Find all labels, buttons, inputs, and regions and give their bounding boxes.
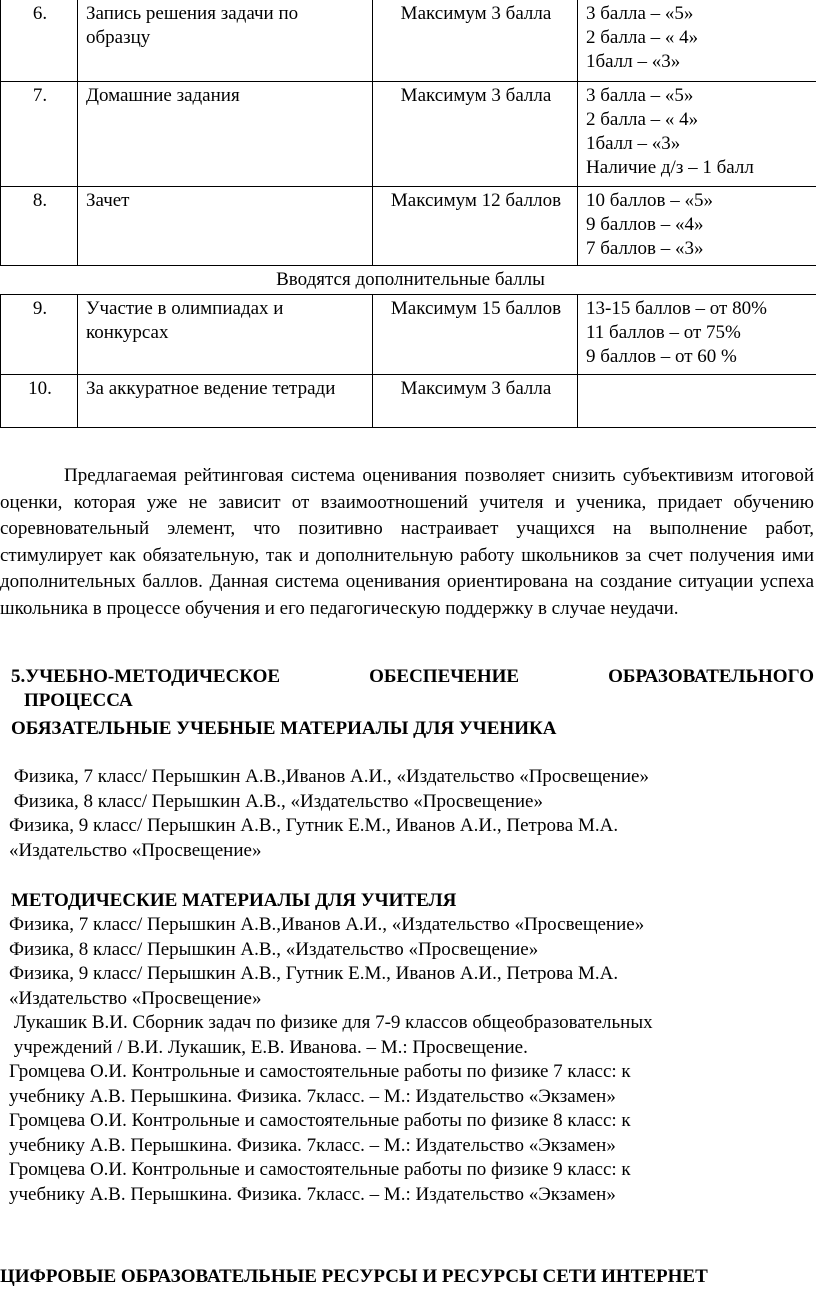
score-line: 1балл – «3» — [586, 51, 681, 72]
list-item: Громцева О.И. Контрольные и самостоятельные работы по физике 8 класс: к — [9, 1110, 631, 1131]
extra-points-label: Вводятся дополнительные баллы — [1, 265, 816, 294]
criterion-name: Запись решения задачи по образцу — [78, 0, 373, 81]
criterion-name: Участие в олимпиадах и конкурсах — [78, 294, 373, 374]
criterion-name: За аккуратное ведение тетради — [78, 374, 373, 427]
score-line: 10 баллов – «5» — [586, 189, 713, 211]
max-score: Максимум 3 балла — [373, 81, 578, 186]
heading-continuation: ПРОЦЕССА — [24, 690, 133, 711]
heading-word: 5.УЧЕБНО-МЕТОДИЧЕСКОЕ — [11, 666, 281, 687]
row-number: 6. — [1, 0, 78, 81]
list-item: Физика, 9 класс/ Перышкин А.В., Гутник Е.М., Иванов А.И., Петрова М.А. — [9, 963, 619, 984]
score-scale — [578, 0, 816, 81]
max-score: Максимум 3 балла — [373, 374, 578, 427]
score-line: 13-15 баллов – от 80% — [586, 297, 767, 319]
list-item: Физика, 9 класс/ Перышкин А.В., Гутник Е.М., Иванов А.И., Петрова М.А. — [9, 815, 619, 836]
list-item: учебнику А.В. Перышкина. Физика. 7класс. – М.: Издательство «Экзамен» — [9, 1085, 616, 1107]
table-row — [1, 0, 816, 81]
list-item: Физика, 7 класс/ Перышкин А.В.,Иванов А.И., «Издательство «Просвещение» — [9, 766, 649, 787]
row-number: 8. — [1, 186, 78, 265]
score-line: 3 балла – «5» — [586, 3, 694, 24]
max-score: Максимум 3 балла — [373, 0, 578, 81]
list-item: Физика, 7 класс/ Перышкин А.В.,Иванов А.И., «Издательство «Просвещение» — [9, 914, 645, 935]
score-line: 2 балла – « 4» — [586, 27, 699, 48]
row-number: 7. — [1, 81, 78, 186]
rating-system-paragraph: Предлагаемая рейтинговая система оценивания позволяет снизить субъективизм итоговой оценки, которая уже не зависит от взаимоотношений учителя и ученика, придает обучению соревновательный элемент, что позитивно настраивает учащихся на выполнение работ, стимулирует как обязательную, так и дополнительную работу школьников за счет получения ими дополнительных баллов. Данная система оценивания ориентирована на создание ситуации успеха школьника в процессе обучения и его педагогическую поддержку в случае неудачи. — [0, 465, 814, 619]
criterion-name: Зачет — [78, 186, 373, 265]
digital-resources-heading: ЦИФРОВЫЕ ОБРАЗОВАТЕЛЬНЫЕ РЕСУРСЫ И РЕСУРСЫ СЕТИ ИНТЕРНЕТ — [0, 1266, 708, 1287]
score-scale — [578, 294, 816, 374]
score-line: 3 балла – «5» — [586, 84, 694, 106]
list-item: «Издательство «Просвещение» — [9, 987, 262, 1009]
list-item: учебнику А.В. Перышкина. Физика. 7класс. – М.: Издательство «Экзамен» — [9, 1183, 616, 1205]
score-line: 2 балла – « 4» — [586, 108, 699, 130]
max-score: Максимум 15 баллов — [373, 294, 578, 374]
criterion-name: Домашние задания — [78, 81, 373, 186]
score-scale — [578, 81, 816, 186]
list-item: Физика, 8 класс/ Перышкин А.В., «Издательство «Просвещение» — [9, 938, 539, 960]
list-item: «Издательство «Просвещение» — [9, 839, 262, 861]
score-line: 11 баллов – от 75% — [586, 321, 741, 343]
score-scale — [578, 186, 816, 265]
list-item: Лукашик В.И. Сборник задач по физике для 7-9 классов общеобразовательных — [9, 1012, 653, 1033]
score-line: 9 баллов – «4» — [586, 213, 704, 235]
heading-word: ОБЕСПЕЧЕНИЕ — [369, 666, 520, 687]
table-row — [1, 374, 816, 427]
heading-word: ОБРАЗОВАТЕЛЬНОГО — [608, 666, 814, 687]
list-item: Громцева О.И. Контрольные и самостоятельные работы по физике 7 класс: к — [9, 1061, 631, 1082]
section-heading — [11, 665, 814, 713]
row-number: 10. — [1, 374, 78, 427]
teacher-materials-list — [9, 913, 653, 1207]
table-row — [1, 265, 816, 294]
score-line: 7 баллов – «3» — [586, 237, 704, 259]
row-number: 9. — [1, 294, 78, 374]
max-score: Максимум 12 баллов — [373, 186, 578, 265]
score-line: 9 баллов – от 60 % — [586, 345, 737, 367]
score-line: 1балл – «3» — [586, 132, 681, 154]
list-item: учебнику А.В. Перышкина. Физика. 7класс. – М.: Издательство «Экзамен» — [9, 1134, 616, 1156]
list-item: учреждений / В.И. Лукашик, Е.В. Иванова. – М.: Просвещение. — [9, 1036, 528, 1058]
score-line: Наличие д/з – 1 балл — [586, 156, 754, 178]
score-scale — [578, 374, 816, 427]
student-materials-heading: ОБЯЗАТЕЛЬНЫЕ УЧЕБНЫЕ МАТЕРИАЛЫ ДЛЯ УЧЕНИКА — [11, 718, 557, 739]
list-item: Физика, 8 класс/ Перышкин А.В., «Издательство «Просвещение» — [9, 790, 543, 812]
teacher-materials-heading: МЕТОДИЧЕСКИЕ МАТЕРИАЛЫ ДЛЯ УЧИТЕЛЯ — [11, 890, 457, 911]
table-row — [1, 294, 816, 374]
student-materials-list — [9, 765, 649, 863]
table-row — [1, 81, 816, 186]
table-row — [1, 186, 816, 265]
grading-table — [0, 0, 816, 428]
list-item: Громцева О.И. Контрольные и самостоятельные работы по физике 9 класс: к — [9, 1159, 631, 1180]
